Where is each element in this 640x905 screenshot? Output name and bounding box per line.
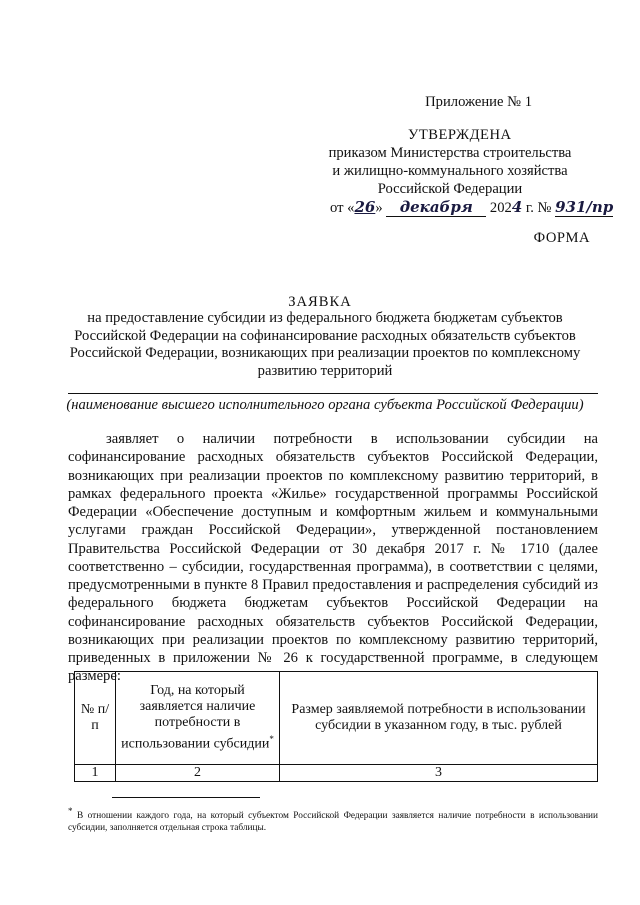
form-label: ФОРМА <box>533 230 590 246</box>
date-year-prefix: 202 <box>489 200 512 216</box>
date-year-suffix: г. № <box>522 200 556 216</box>
date-year-digit-handwritten: 4 <box>511 198 523 216</box>
request-paragraph: заявляет о наличии потребности в использовании субсидии на софинансирование расходных обязательств субъектов Российской Федерации, возникающих при реализации проектов по комплексному развитию территорий, в рамках федерального проекта «Жилье» государственной программы Российской Федерации «Обеспечение доступным и комфортным жильем и коммунальными услугами граждан Российской Федерации», утвержденной постановлением Правительства Российской Федерации от 30 декабря 2017 г. № 1710 (далее соответственно – субсидии, государственная программа), в соответствии с целями, предусмотренными в пункте 8 Правил предоставления и распределения субсидий из федерального бюджета бюджетам субъектов Российской Федерации на софинансирование расходных обязательств субъектов Российской Федерации, возникающих при реализации проектов по комплексному развитию территорий, приведенных в приложении № 26 к государственной программе, в следующем размере: <box>68 431 598 685</box>
date-mid: » <box>375 200 383 216</box>
table-header-row <box>75 672 598 765</box>
order-line: приказом Министерства строительства <box>328 145 572 161</box>
header-number: № п/п <box>75 672 116 765</box>
footnote-text: В отношении каждого года, на который субъектом Российской Федерации заявляется наличие потребности в использовании субсидии, заполняется отдельная строка таблицы. <box>68 811 598 834</box>
date-prefix: от « <box>330 200 355 216</box>
order-number-handwritten: 931/пр <box>555 198 614 216</box>
column-number-cell: 2 <box>116 765 280 782</box>
footnote-mark: * <box>68 806 73 816</box>
header-footnote-mark: * <box>269 734 274 745</box>
footnote <box>68 805 598 834</box>
annex-label: Приложение № 1 <box>425 94 532 110</box>
organ-name-line <box>68 393 598 394</box>
header-year-text: Год, на который заявляется наличие потребности в использовании субсидии <box>121 683 270 752</box>
date-month-handwritten: декабря <box>386 199 486 217</box>
request-table <box>74 671 598 782</box>
document-title: ЗАЯВКА <box>288 294 352 310</box>
table-row <box>75 765 598 782</box>
order-date-line <box>330 199 613 217</box>
approved-label: УТВЕРЖДЕНА <box>408 127 512 143</box>
date-day-handwritten: 26 <box>354 198 376 216</box>
footnote-rule <box>112 797 260 798</box>
order-line: Российской Федерации <box>377 181 523 197</box>
header-amount: Размер заявляемой потребности в использовании субсидии в указанном году, в тыс. рублей <box>280 672 598 765</box>
header-year <box>116 672 280 765</box>
organ-name-caption: (наименование высшего исполнительного органа субъекта Российской Федерации) <box>66 397 584 413</box>
document-subtitle: на предоставление субсидии из федерального бюджета бюджетам субъектов Российской Федерации на софинансирование расходных обязательств субъектов Российской Федерации, возникающих при реализации проектов по комплексному развитию территорий <box>69 310 581 379</box>
column-number-cell: 1 <box>75 765 116 782</box>
order-block <box>300 144 600 198</box>
order-line: и жилищно-коммунального хозяйства <box>332 163 568 179</box>
column-number-cell: 3 <box>280 765 598 782</box>
